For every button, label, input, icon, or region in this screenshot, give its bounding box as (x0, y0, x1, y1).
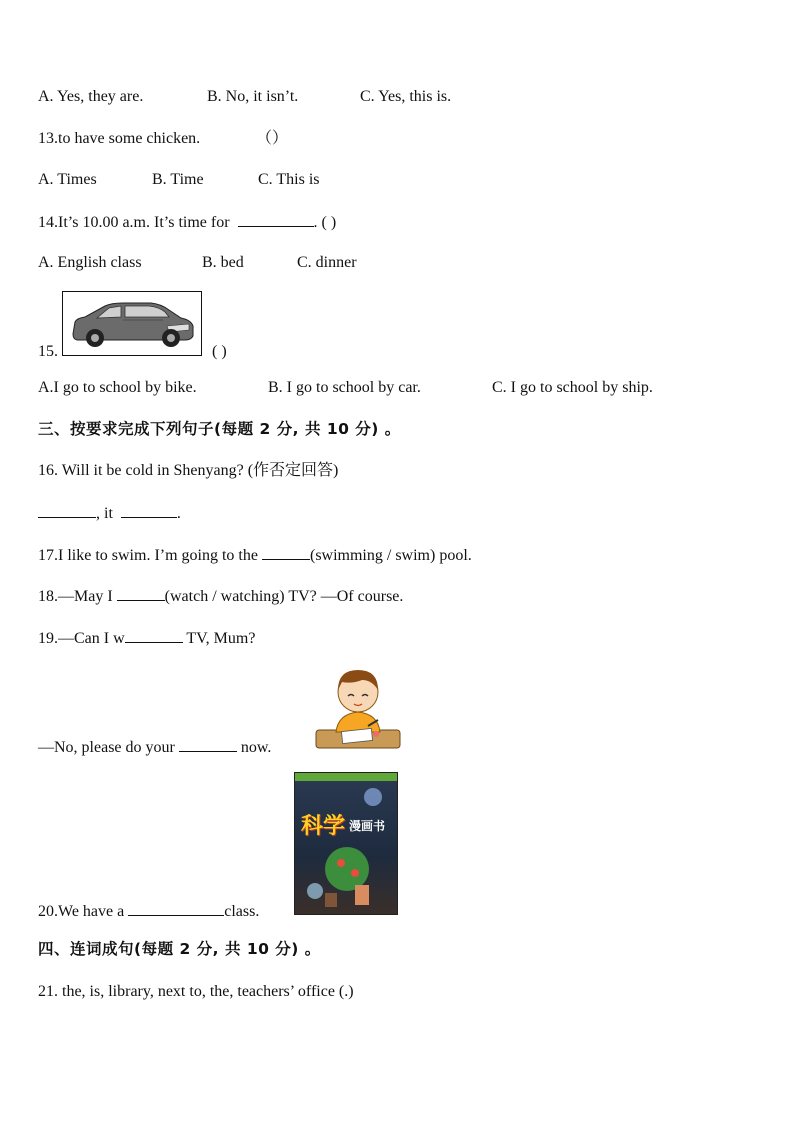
q13-option-b: B. Time (152, 171, 204, 188)
question-20 (38, 901, 259, 922)
q14-option-c: C. dinner (297, 254, 357, 271)
q20-after: class. (224, 903, 260, 920)
q20-before: 20.We have a (38, 903, 125, 920)
question-21: 21. the, is, library, next to, the, teachers’ office (.) (38, 983, 354, 1000)
q19-line1-after: TV, Mum? (186, 630, 256, 647)
q16-answer-end: . (176, 505, 181, 522)
q12-options (38, 87, 452, 107)
book-illustration-icon (295, 773, 398, 915)
q13-options (38, 170, 320, 190)
q13-option-a: A. Times (38, 171, 97, 188)
q15-options (38, 378, 653, 398)
q16-blank-1 (38, 503, 96, 518)
book-title: 科学 (301, 814, 346, 839)
q19-blank-1 (125, 628, 183, 643)
q19-blank-2 (179, 737, 237, 752)
q16-answer-line (38, 503, 181, 524)
q15-number: 15. (38, 343, 58, 360)
book-subtitle: 漫画书 (349, 819, 386, 833)
q17-blank (262, 545, 310, 560)
q19-line2-after: now. (240, 739, 272, 756)
q17-before: 17.I like to swim. I’m going to the (38, 547, 258, 564)
q18-after: (watch / watching) TV? —Of course. (164, 588, 404, 605)
q14-options (38, 253, 357, 273)
q18-before: 18.—May I (38, 588, 113, 605)
q19-line2-before: —No, please do your (38, 739, 175, 756)
q13-paren: （） (256, 130, 289, 147)
q13-option-c: C. This is (258, 171, 320, 188)
boy-doing-homework-picture (312, 660, 404, 752)
q15-option-b: B. I go to school by car. (268, 379, 421, 396)
question-17 (38, 545, 472, 566)
question-19-line-2 (38, 737, 271, 758)
q14-option-a: A. English class (38, 254, 142, 271)
q12-option-b: B. No, it isn’t. (207, 88, 299, 105)
q12-option-c: C. Yes, this is. (360, 88, 452, 105)
question-13 (38, 129, 289, 149)
question-14 (38, 212, 336, 233)
q14-option-b: B. bed (202, 254, 244, 271)
q15-option-a: A.I go to school by bike. (38, 379, 197, 396)
section-3-heading: 三、按要求完成下列句子(每题 2 分, 共 10 分) 。 (38, 420, 401, 438)
q13-stem: 13.to have some chicken. (38, 130, 201, 147)
q15-option-c: C. I go to school by ship. (492, 379, 653, 396)
q17-after: (swimming / swim) pool. (309, 547, 472, 564)
car-picture (62, 291, 202, 356)
q14-stem: 14.It’s 10.00 a.m. It’s time for (38, 214, 230, 231)
q19-line1-before: 19.—Can I w (38, 630, 125, 647)
section-4-heading: 四、连词成句(每题 2 分, 共 10 分) 。 (38, 940, 321, 958)
q20-blank (128, 901, 224, 916)
q16-stem: 16. Will it be cold in Shenyang? (作否定回答) (38, 462, 339, 479)
car-icon (63, 292, 201, 355)
q14-blank (238, 212, 314, 227)
q15-paren: ( ) (212, 343, 227, 360)
science-comic-book-cover (294, 772, 398, 915)
question-18 (38, 586, 403, 607)
q12-option-a: A. Yes, they are. (38, 88, 144, 105)
q16-blank-2 (121, 503, 177, 518)
question-19-line-1 (38, 628, 255, 649)
q14-tail: . ( ) (313, 214, 337, 231)
boy-writing-icon (312, 660, 404, 752)
q18-blank (117, 586, 165, 601)
q16-answer-mid: , it (96, 505, 113, 522)
